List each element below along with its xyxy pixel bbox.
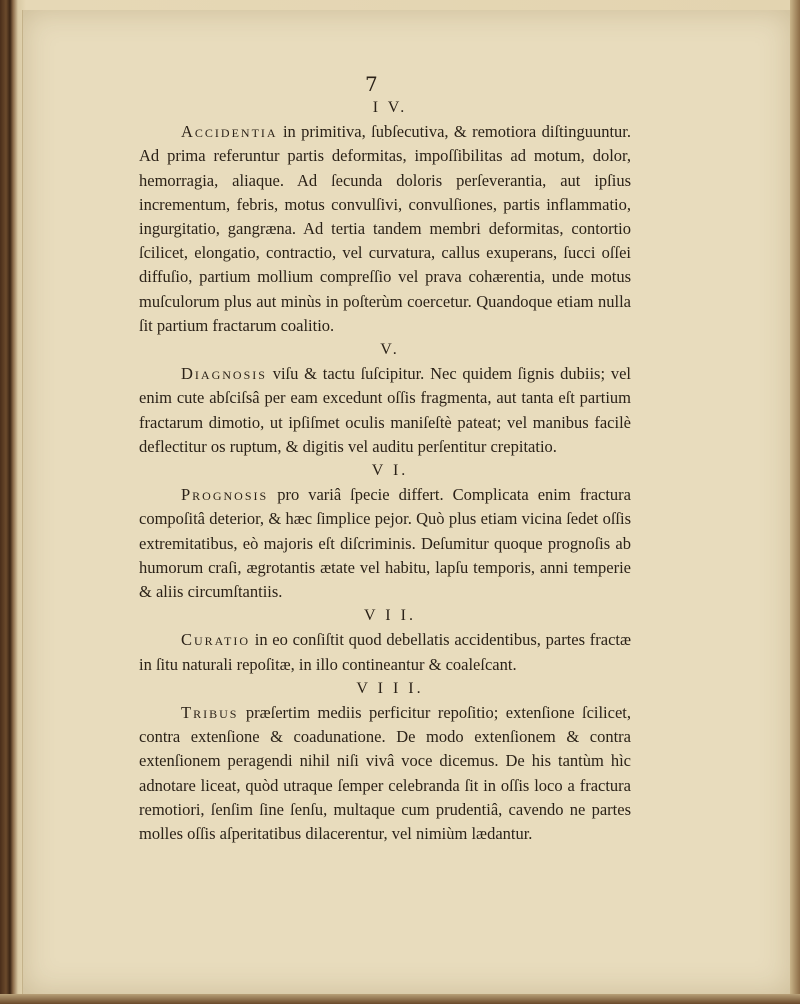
- book-page: [22, 10, 791, 994]
- paragraph-curatio: [139, 628, 631, 676]
- paragraph-accidentia: [139, 120, 631, 338]
- paragraph-lead-word: Accidentia: [181, 122, 278, 142]
- page-edge-bottom: [0, 994, 800, 1004]
- page-text: [139, 96, 631, 846]
- paragraph-body: pro variâ ſpecie differt. Complicata enim fractura compoſitâ deterior, & hæc ſimplice pejor. Quò plus etiam vicina ſedet oſſis extremitatibus, eò majoris eſt diſcriminis. Deſumitur quoque prognoſis ab humorum craſi, ægrotantis ætate vel habitu, lapſu temporis, anni temperie & aliis circumſtantiis.: [139, 485, 631, 602]
- paragraph-lead-word: Curatio: [181, 630, 251, 650]
- page-number: 7: [365, 72, 378, 96]
- paragraph-body: viſu & tactu ſuſcipitur. Nec quidem ſignis dubiis; vel enim cute abſciſsâ per eam excedunt oſſis fragmenta, aut tanta eſt partium fractarum dimotio, ut ipſiſmet oculis maniſeſtè pateat; vel manibus facilè deflectitur os ruptum, & digitis vel auditu perſentitur crepitatio.: [139, 364, 631, 456]
- page-edge-right: [790, 0, 800, 1004]
- paragraph-diagnosis: [139, 362, 631, 459]
- paragraph-tribus: [139, 701, 631, 846]
- paragraph-prognosis: [139, 483, 631, 604]
- section-heading-7: V I I.: [364, 607, 416, 625]
- paragraph-lead-word: Diagnosis: [181, 364, 267, 384]
- paragraph-lead-word: Tribus: [181, 703, 239, 723]
- section-heading-4: I V.: [372, 99, 408, 116]
- paragraph-body: in primitiva, ſubſecutiva, & remotiora diſtinguuntur. Ad prima referuntur partis deformitas, impoſſibilitas ad motum, dolor, hemorragia, aliaque. Ad ſecunda doloris perſeverantia, aut ipſius incrementum, febris, motus convulſivi, convulſiones, partis inflammatio, ingurgitatio, gangræna. Ad tertia tandem membri deformitas, contortio ſcilicet, elongatio, contractio, vel curvatura, callus exuperans, ſucci oſſei diffuſio, partium mollium compreſſio vel prava cohærentia, unde motus muſculorum plus aut minùs in poſterùm coercetur. Quandoque etiam nulla ſit partium fractarum coalitio.: [139, 122, 631, 335]
- paragraph-body: præſertim mediis perficitur repoſitio; extenſione ſcilicet, contra extenſione & coadunatione. De modo extenſionem & contra extenſionem peragendi nihil niſi vivâ voce dicemus. De his tantùm hìc adnotare liceat, quòd utraque ſemper celebranda ſit in oſſis loco a fractura remotiori, ſenſim ſine ſenſu, multaque cum prudentiâ, cavendo ne partes molles oſſis aſperitatibus dilacerentur, vel nimiùm lædantur.: [139, 703, 631, 844]
- section-heading-8: V I I I.: [356, 679, 424, 697]
- section-heading-5: V.: [380, 341, 400, 359]
- section-heading-6: V I.: [371, 462, 409, 480]
- paragraph-lead-word: Prognosis: [181, 485, 269, 505]
- paragraph-body: in eo conſiſtit quod debellatis accidentibus, partes fractæ in ſitu naturali repoſitæ, in illo contineantur & coaleſcant.: [139, 630, 631, 674]
